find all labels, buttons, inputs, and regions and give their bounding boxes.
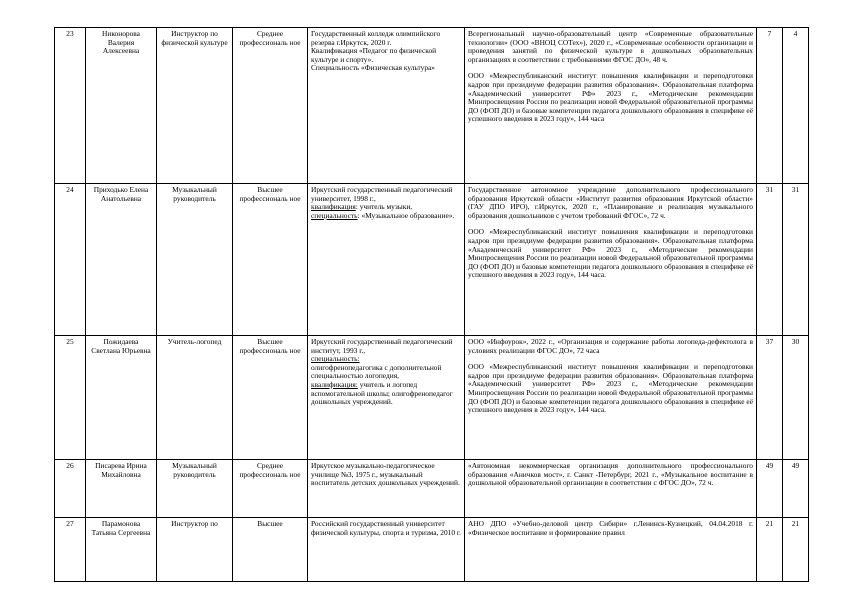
pedagogical-experience: 30 xyxy=(783,336,809,460)
pedagogical-experience: 4 xyxy=(783,28,809,184)
table-row xyxy=(55,460,809,518)
education-text: : учитель музыки, xyxy=(355,202,413,212)
education-line xyxy=(311,381,461,407)
education-line xyxy=(311,186,461,203)
education-level: Среднее профессиональ ное xyxy=(233,28,308,184)
row-number: 26 xyxy=(55,460,86,518)
pedagogical-experience: 49 xyxy=(783,460,809,518)
education-text: Иркутское музыкально-педагогическое училище №3, 1975 г., музыкальный воспитатель детских дошкольных учреждений. xyxy=(311,461,460,488)
staff-table xyxy=(54,27,809,582)
employee-position: Музыкальный руководитель xyxy=(157,460,233,518)
education-line xyxy=(311,64,461,73)
total-experience: 7 xyxy=(757,28,783,184)
course-entry: ООО «Инфоурок», 2022 г., «Организация и содержание работы логопеда-дефектолога в условиях реализации ФГОС ДО», 72 часа xyxy=(468,337,753,355)
employee-position: Учитель-логопед xyxy=(157,336,233,460)
education-details xyxy=(308,460,465,518)
education-details xyxy=(308,518,465,582)
education-line xyxy=(311,338,461,355)
education-line xyxy=(311,520,461,537)
table-row xyxy=(55,184,809,336)
education-level: Среднее профессиональ ное xyxy=(233,460,308,518)
education-line xyxy=(311,462,461,488)
education-line xyxy=(311,364,461,381)
education-label: квалификация xyxy=(311,202,356,212)
education-text: Специальность «Физическая культура» xyxy=(311,63,436,73)
education-text: Иркутский государственный педагогический институт, 1993 г., xyxy=(311,337,453,355)
education-line xyxy=(311,30,461,47)
row-number: 27 xyxy=(55,518,86,582)
table-row xyxy=(55,28,809,184)
qualification-courses xyxy=(465,460,757,518)
education-text: Квалификация «Педагог по физической культуре и спорту». xyxy=(311,46,437,64)
course-entry: Всерегиональный научно-образовательный центр «Современные образовательные технологии» (ООО «ВНОЦ СОТех»), 2020 г., «Современные особенности организации и проведения занятий по физической культуре в дошкольных образовательных организациях в соответствии с требованиями ФГОС ДО», 48 ч. xyxy=(468,29,753,64)
education-line xyxy=(311,212,461,221)
employee-name: Никонорова Валерия Алексеевна xyxy=(86,28,157,184)
qualification-courses xyxy=(465,28,757,184)
employee-name: Приходько Елена Анатольевна xyxy=(86,184,157,336)
education-level: Высшее профессиональ ное xyxy=(233,184,308,336)
qualification-courses xyxy=(465,184,757,336)
qualification-courses xyxy=(465,336,757,460)
employee-name: Писарева Ирина Михайловна xyxy=(86,460,157,518)
education-line xyxy=(311,47,461,64)
pedagogical-experience: 31 xyxy=(783,184,809,336)
table-row xyxy=(55,336,809,460)
education-text: Государственный колледж олимпийского резерва г.Иркутск, 2020 г. xyxy=(311,29,441,47)
education-label: специальность: xyxy=(311,354,360,364)
qualification-courses xyxy=(465,518,757,582)
employee-position: Музыкальный руководитель xyxy=(157,184,233,336)
course-entry: ООО «Межреспубликанский институт повышения квалификации и переподготовки кадров при президиуме федерации развития образования». Образовательная платформа «Академический университет РФ» 2023 г., «Методические рекомендации Минпросвещения России по реализации новой Федеральной образовательной программы ДО (ФОП ДО) и базовые компетенции педагога дошкольного образования в специфике её успешного введения в 2023 году», 144 часа. xyxy=(468,362,753,415)
education-text: учитель и логопед вспомогательной школы; олигофренопедагог дошкольных учреждений. xyxy=(311,379,453,407)
education-level: Высшее профессиональ ное xyxy=(233,336,308,460)
total-experience: 21 xyxy=(757,518,783,582)
employee-position: Инструктор по xyxy=(157,518,233,582)
education-label: квалификация: xyxy=(311,379,358,389)
education-label: специальность xyxy=(311,210,358,220)
total-experience: 31 xyxy=(757,184,783,336)
education-text: : «Музыкальное образование». xyxy=(357,210,455,220)
row-number: 23 xyxy=(55,28,86,184)
row-number: 24 xyxy=(55,184,86,336)
employee-name: Парамонова Татьяна Сергеевна xyxy=(86,518,157,582)
education-text: Иркутский государственный педагогический университет, 1998 г., xyxy=(311,185,453,203)
education-details xyxy=(308,336,465,460)
row-number: 25 xyxy=(55,336,86,460)
education-details xyxy=(308,28,465,184)
pedagogical-experience: 21 xyxy=(783,518,809,582)
course-entry: АНО ДПО «Учебно-деловой центр Сибири» г.Ленинск-Кузнецкий, 04.04.2018 г. «Физическое воспитание и формирование правил xyxy=(468,519,753,537)
total-experience: 49 xyxy=(757,460,783,518)
course-entry: «Автономная некоммерческая организация дополнительного профессионального образования «Аничков мост», г. Санкт -Петербург, 2021 г., «Музыкальное воспитание в дошкольной образовательной организации в соответствии с ФГОС ДО», 72 ч. xyxy=(468,461,753,488)
table-row xyxy=(55,518,809,582)
education-text: олигофренопедагогика с дополнительной специальностью логопедия, xyxy=(311,362,442,381)
employee-position: Инструктор по физической культуре xyxy=(157,28,233,184)
employee-name: Пожидаева Светлана Юрьевна xyxy=(86,336,157,460)
course-entry: ООО «Межреспубликанский институт повышения квалификации и переподготовки кадров при президиуме федерации развития образования». Образовательная платформа «Академический университет РФ» 2023 г., «Методические рекомендации Минпросвещения России по реализации новой Федеральной образовательной программы ДО (ФОП ДО) и базовые компетенции педагога дошкольного образования в специфике её успешного введения в 2023 году», 144 часа. xyxy=(468,227,753,280)
total-experience: 37 xyxy=(757,336,783,460)
course-entry: ООО «Межреспубликанский институт повышения квалификации и переподготовки кадров при президиуме федерации развития образования». Образовательная платформа «Академический университет РФ» 2023 г., «Методические рекомендации Минпросвещения России по реализации новой Федеральной образовательной программы ДО (ФОП ДО) и базовые компетенции педагога дошкольного образования в специфике её успешного введения в 2023 году», 144 часа xyxy=(468,71,753,124)
education-details xyxy=(308,184,465,336)
course-entry: Государственное автономное учреждение дополнительного профессионального образования Иркутской области «Институт развития образования Иркутской области» (ГАУ ДПО ИРО), г.Иркутск, 2020 г., «Планирование и реализация музыкального образования дошкольников с учетом требований ФГОС», 72 ч. xyxy=(468,185,753,220)
education-level: Высшее xyxy=(233,518,308,582)
education-text: Российский государственный университет физической культуры, спорта и туризма, 2010 г. xyxy=(311,519,461,537)
